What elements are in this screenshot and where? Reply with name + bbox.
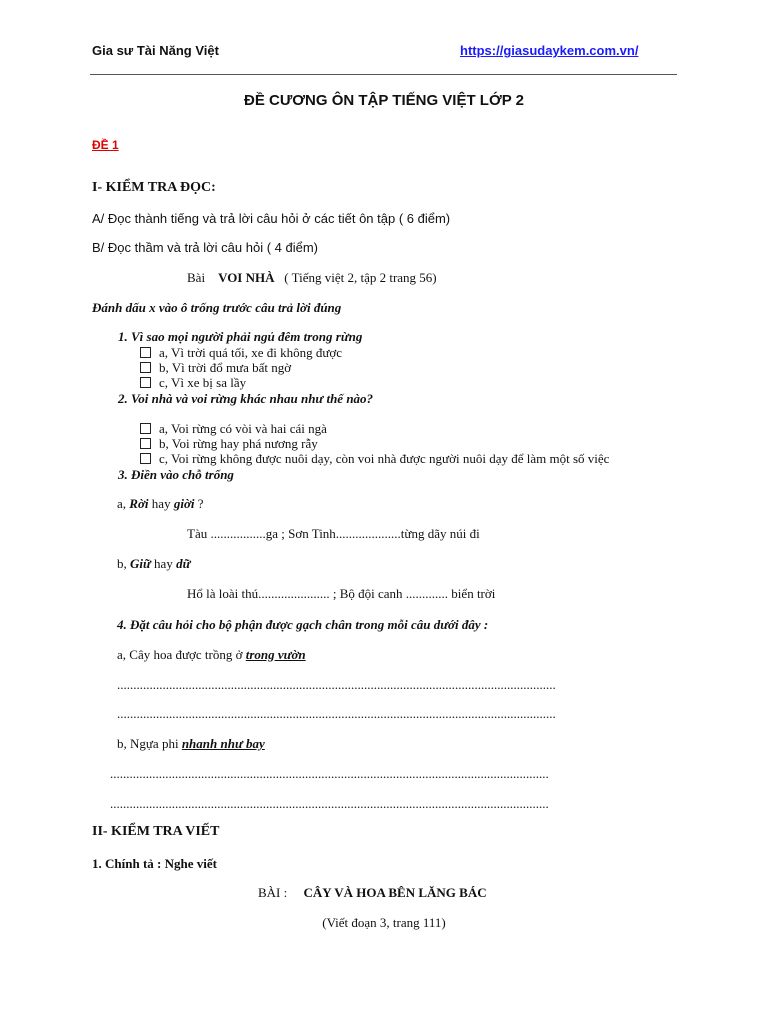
- checkbox[interactable]: [140, 453, 151, 464]
- checkbox[interactable]: [140, 362, 151, 373]
- checkbox[interactable]: [140, 423, 151, 434]
- section1-heading: I- KIỂM TRA ĐỌC:: [92, 180, 216, 195]
- question-2: 2. Voi nhà và voi rừng khác nhau như thế nào?: [118, 391, 374, 406]
- writing-lesson-prefix: BÀI :: [258, 885, 288, 900]
- instruction: Đánh dấu x vào ô trống trước câu trả lời đúng: [92, 300, 342, 315]
- exam-label: ĐỀ 1: [92, 138, 119, 152]
- q2-option-c[interactable]: c, Voi rừng không được nuôi dạy, còn voi nhà được người nuôi dạy để làm một số việc: [140, 451, 609, 467]
- section1-part-b: B/ Đọc thầm và trả lời câu hỏi ( 4 điểm): [92, 240, 318, 255]
- question-3: 3. Điền vào chỗ trống: [118, 467, 234, 482]
- section2-heading: II- KIỂM TRA VIẾT: [92, 824, 220, 839]
- q2-option-b[interactable]: b, Voi rừng hay phá nương rẫy: [140, 436, 318, 452]
- q4b-prompt: b, Ngựa phi nhanh như bay: [117, 736, 265, 751]
- checkbox[interactable]: [140, 377, 151, 388]
- question-4: 4. Đặt câu hỏi cho bộ phận được gạch chân trong mỗi câu dưới đây :: [117, 617, 489, 632]
- lesson-source: ( Tiếng việt 2, tập 2 trang 56): [284, 270, 437, 285]
- q3b-fill-line[interactable]: Hổ là loài thú...................... ; Bộ đội canh ............. biển trời: [187, 586, 496, 601]
- q3b-prompt: b, Giữ hay dữ: [117, 556, 191, 571]
- q2-option-a[interactable]: a, Voi rừng có vòi và hai cái ngà: [140, 421, 327, 437]
- lesson-prefix: Bài: [187, 270, 206, 285]
- checkbox[interactable]: [140, 347, 151, 358]
- document-title: ĐỀ CƯƠNG ÔN TẬP TIẾNG VIỆT LỚP 2: [243, 92, 525, 109]
- answer-dot-line-1[interactable]: .......................................................................................................................................: [117, 677, 556, 692]
- q3a-prompt: a, Rời hay giời ?: [117, 496, 204, 511]
- lesson-name: VOI NHÀ: [218, 270, 275, 285]
- q4b-underlined: nhanh như bay: [181, 736, 265, 751]
- lesson-line: [187, 270, 437, 286]
- writing-lesson-line: [258, 885, 487, 901]
- q1-option-c[interactable]: c, Vì xe bị sa lầy: [140, 375, 246, 391]
- q1-option-a[interactable]: a, Vì trời quá tối, xe đi không được: [140, 345, 342, 361]
- q4a-prompt: a, Cây hoa được trồng ở trong vườn: [117, 647, 306, 662]
- answer-dot-line-2[interactable]: .......................................................................................................................................: [117, 706, 556, 721]
- checkbox[interactable]: [140, 438, 151, 449]
- answer-dot-line-4[interactable]: .......................................................................................................................................: [110, 796, 549, 811]
- section1-part-a: A/ Đọc thành tiếng và trả lời câu hỏi ở các tiết ôn tập ( 6 điểm): [92, 211, 451, 226]
- question-1: 1. Vì sao mọi người phải ngủ đêm trong rừng: [118, 329, 363, 344]
- answer-dot-line-3[interactable]: .......................................................................................................................................: [110, 766, 549, 781]
- q1-option-b[interactable]: b, Vì trời đổ mưa bất ngờ: [140, 360, 291, 376]
- writing-lesson-source: (Viết đoạn 3, trang 111): [322, 915, 446, 930]
- section2-subheading: 1. Chính tả : Nghe viết: [92, 856, 217, 871]
- writing-lesson-name: CÂY VÀ HOA BÊN LĂNG BÁC: [303, 885, 487, 900]
- q3a-fill-line[interactable]: Tàu .................ga ; Sơn Tinh....................từng dãy núi đi: [187, 526, 480, 541]
- header-url-link[interactable]: https://giasudaykem.com.vn/: [460, 43, 639, 58]
- header-site-name: Gia sư Tài Năng Việt: [92, 43, 219, 58]
- header-divider: [90, 74, 677, 75]
- q4a-underlined: trong vườn: [245, 647, 306, 662]
